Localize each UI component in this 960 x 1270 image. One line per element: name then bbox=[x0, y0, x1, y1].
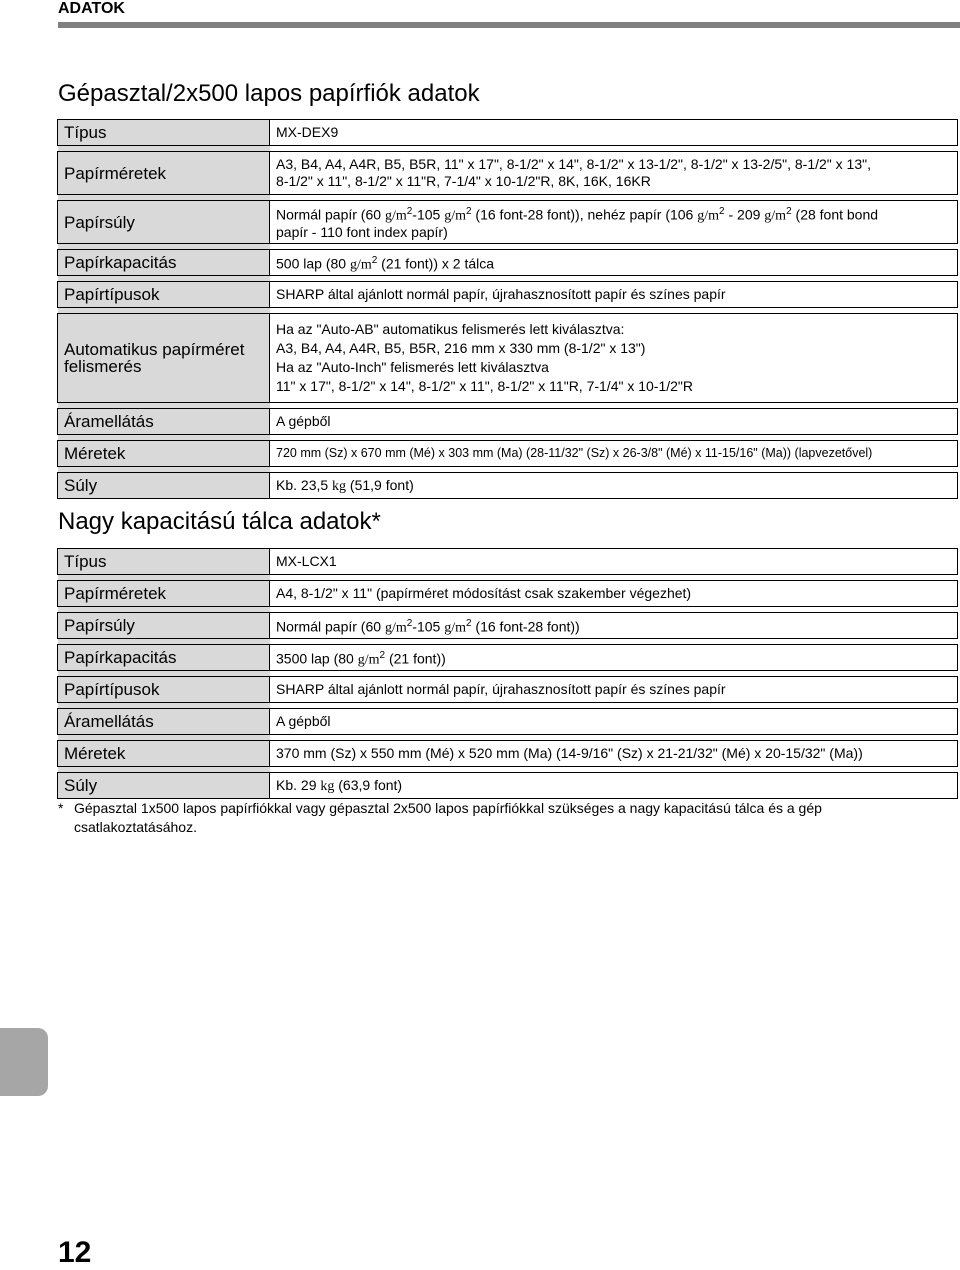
spec1-row-value: A3, B4, A4, A4R, B5, B5R, 11" x 17", 8-1/2" x 14", 8-1/2" x 13-1/2", 8-1/2" x 13-2/5", 8-1/2" x 13", 8-1/2" x 11", 8-1/2" x 11"R, 7-1/4" x 10-1/2"R, 8K, 16K, 16KR bbox=[270, 152, 958, 195]
spec1-row bbox=[58, 282, 958, 308]
spec2-row-value: Kb. 29 kg (63,9 font) bbox=[270, 773, 958, 799]
spec1-row bbox=[58, 441, 958, 467]
spec1-row bbox=[58, 314, 958, 403]
spec2-row bbox=[58, 741, 958, 767]
spec-table-1 bbox=[57, 119, 958, 499]
spec2-row-value: 3500 lap (80 $g/m^2$ (21 font)) bbox=[270, 645, 958, 671]
spec1-row bbox=[58, 250, 958, 276]
spec1-row-label: Papírtípusok bbox=[58, 282, 270, 308]
spec2-row-label: Típus bbox=[58, 549, 270, 575]
spec1-row-label: Méretek bbox=[58, 441, 270, 467]
spec1-row-value: MX-DEX9 bbox=[270, 120, 958, 146]
spec1-row-label: Típus bbox=[58, 120, 270, 146]
spec1-row bbox=[58, 152, 958, 195]
spec2-row-label: Papírtípusok bbox=[58, 677, 270, 703]
spec2-row-value: 370 mm (Sz) x 550 mm (Mé) x 520 mm (Ma) (14-9/16" (Sz) x 21-21/32" (Mé) x 20-15/32" (Ma)) bbox=[270, 741, 958, 767]
spec1-row-value: 500 lap (80 $g/m^2$ (21 font)) x 2 tálca bbox=[270, 250, 958, 276]
spec1-row-value: Ha az "Auto-AB" automatikus felismerés lett kiválasztva: A3, B4, A4, A4R, B5, B5R, 216 mm x 330 mm (8-1/2" x 13") Ha az "Auto-Inch" felismerés lett kiválasztva 11" x 17", 8-1/2" x 14", 8-1/2" x 11", 8-1/2" x 11"R, 7-1/4" x 10-1/2"R bbox=[270, 314, 958, 403]
spec1-row-label: Papírméretek bbox=[58, 152, 270, 195]
spec2-row-label: Áramellátás bbox=[58, 709, 270, 735]
spec2-row bbox=[58, 549, 958, 575]
spec2-row-value: SHARP által ajánlott normál papír, újrahasznosított papír és színes papír bbox=[270, 677, 958, 703]
spec2-row-value: A gépből bbox=[270, 709, 958, 735]
spec1-row bbox=[58, 201, 958, 244]
spec-table-2 bbox=[57, 548, 958, 799]
spec1-row bbox=[58, 120, 958, 146]
spec2-row-label: Papírsúly bbox=[58, 613, 270, 639]
footnote bbox=[58, 799, 938, 837]
section1-title: Gépasztal/2x500 lapos papírfiók adatok bbox=[58, 80, 480, 107]
spec2-row bbox=[58, 581, 958, 607]
spec2-row-value: MX-LCX1 bbox=[270, 549, 958, 575]
spec2-row bbox=[58, 613, 958, 639]
section-header: ADATOK bbox=[58, 0, 125, 17]
spec1-row bbox=[58, 473, 958, 499]
spec1-row-value: Normál papír (60 $g/m^2-105$ $g/m^2$ (16 font-28 font)), nehéz papír (106 $g/m^2 - 209$ $g/m^2$ (28 font bond papír - 110 font index papír) bbox=[270, 201, 958, 244]
spec2-row-label: Méretek bbox=[58, 741, 270, 767]
spec2-row bbox=[58, 773, 958, 799]
spec2-row-label: Súly bbox=[58, 773, 270, 799]
header-rule bbox=[58, 22, 960, 28]
footnote-text: Gépasztal 1x500 lapos papírfiókkal vagy gépasztal 2x500 lapos papírfiókkal szükséges a nagy kapacitású tálca és a gép csatlakoztatásához. bbox=[74, 800, 822, 835]
spec2-row-label: Papírkapacitás bbox=[58, 645, 270, 671]
spec1-row-label: Automatikus papírméret felismerés bbox=[58, 314, 270, 403]
spec2-row bbox=[58, 645, 958, 671]
spec1-row-label: Papírkapacitás bbox=[58, 250, 270, 276]
spec2-row-label: Papírméretek bbox=[58, 581, 270, 607]
spec1-row-label: Papírsúly bbox=[58, 201, 270, 244]
section2-title: Nagy kapacitású tálca adatok* bbox=[58, 508, 381, 535]
spec2-row bbox=[58, 677, 958, 703]
spec1-row-value: A gépből bbox=[270, 409, 958, 435]
footnote-mark: * bbox=[58, 800, 64, 816]
spec1-row-label: Súly bbox=[58, 473, 270, 499]
spec1-row-value: Kb. 23,5 kg (51,9 font) bbox=[270, 473, 958, 499]
spec2-row-value: A4, 8-1/2" x 11" (papírméret módosítást csak szakember végezhet) bbox=[270, 581, 958, 607]
spec1-row-label: Áramellátás bbox=[58, 409, 270, 435]
spec2-row bbox=[58, 709, 958, 735]
spec1-row bbox=[58, 409, 958, 435]
spec2-row-value: Normál papír (60 $g/m^2-105$ $g/m^2$ (16 font-28 font)) bbox=[270, 613, 958, 639]
chapter-tab-marker bbox=[0, 1028, 48, 1096]
spec1-row-value: SHARP által ajánlott normál papír, újrahasznosított papír és színes papír bbox=[270, 282, 958, 308]
page-number: 12 bbox=[58, 1236, 92, 1269]
spec1-row-value: 720 mm (Sz) x 670 mm (Mé) x 303 mm (Ma) (28-11/32" (Sz) x 26-3/8" (Mé) x 11-15/16" (Ma)) (lapvezetővel) bbox=[270, 441, 958, 467]
